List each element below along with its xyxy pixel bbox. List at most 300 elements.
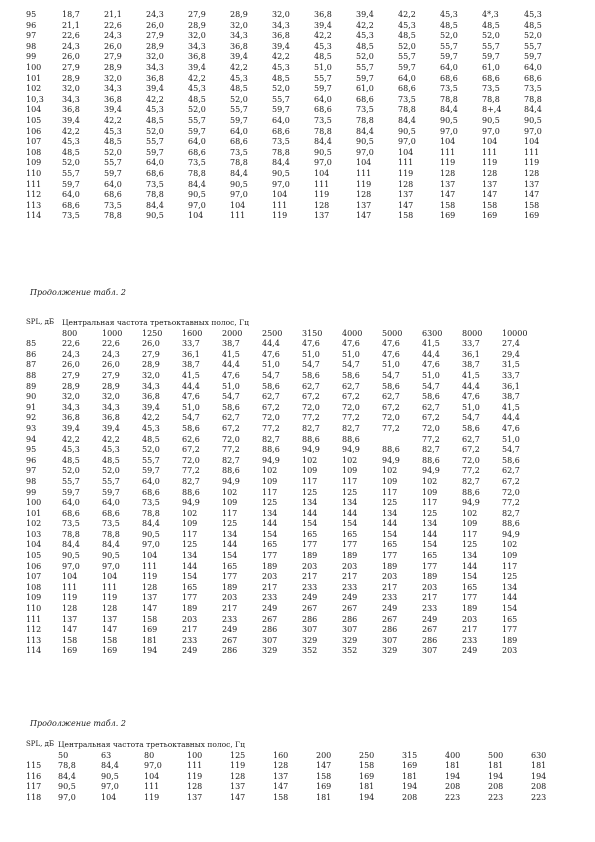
table-cell: 51,0 <box>262 360 280 370</box>
frequency-header-cell: 8000 <box>462 328 483 338</box>
table-cell: 64,0 <box>142 476 160 486</box>
table-cell: 102 <box>382 466 398 476</box>
table-cell: 41,5 <box>462 370 480 380</box>
table-cell: 233 <box>342 582 358 592</box>
table-cell: 48,5 <box>102 455 120 465</box>
table-cell: 90,5 <box>102 551 120 561</box>
table-cell: 59,7 <box>440 52 458 62</box>
frequency-header-title-2: Центральная частота третьоктавных полос, Гц <box>58 740 245 749</box>
table-cell: 94,9 <box>342 445 360 455</box>
table-cell: 27,9 <box>62 370 80 380</box>
table-cell: 101 <box>26 73 42 83</box>
table-cell: 181 <box>142 635 158 645</box>
table-cell: 24,3 <box>62 349 80 359</box>
frequency-header-cell: 100 <box>187 750 203 760</box>
table-cell: 21,1 <box>62 20 80 30</box>
frequency-header-cell: 400 <box>445 750 461 760</box>
table-cell: 134 <box>502 582 518 592</box>
table-cell: 32,0 <box>188 31 206 41</box>
table-row <box>26 10 566 21</box>
table-cell: 62,7 <box>502 466 520 476</box>
table-cell: 67,2 <box>302 392 320 402</box>
table-cell: 67,2 <box>422 413 440 423</box>
table-cell: 223 <box>531 792 547 802</box>
table-cell: 62,7 <box>422 402 440 412</box>
table-cell: 42,2 <box>398 10 416 19</box>
table-cell: 117 <box>462 529 478 539</box>
table-cell: 189 <box>262 561 278 571</box>
table-cell: 55,7 <box>272 94 290 104</box>
table-cell: 352 <box>302 646 318 656</box>
table-cell: 169 <box>482 211 498 221</box>
table-cell: 26,0 <box>146 20 164 30</box>
table-cell: 267 <box>382 614 398 624</box>
table-cell: 267 <box>262 614 278 624</box>
table-cell: 42,2 <box>272 52 290 62</box>
table-cell: 111 <box>26 614 42 624</box>
table-cell: 137 <box>482 179 498 189</box>
table-cell: 267 <box>222 635 238 645</box>
table-cell: 36,1 <box>502 381 520 391</box>
table-cell: 39,4 <box>142 402 160 412</box>
table-cell: 64,0 <box>104 179 122 189</box>
table-cell: 36,8 <box>62 413 80 423</box>
table-cell: 67,2 <box>382 402 400 412</box>
table-cell: 134 <box>342 498 358 508</box>
table-cell: 68,6 <box>398 84 416 94</box>
table-cell: 59,7 <box>356 73 374 83</box>
table-cell: 59,7 <box>314 84 332 94</box>
table-cell: 58,6 <box>502 455 520 465</box>
table-cell: 97,0 <box>524 126 542 136</box>
table-part-2-body <box>26 339 542 657</box>
table-cell: 117 <box>382 487 398 497</box>
table-cell: 58,6 <box>222 402 240 412</box>
table-cell: 55,7 <box>482 41 500 51</box>
table-cell: 169 <box>142 625 158 635</box>
table-row <box>26 84 566 95</box>
table-cell: 154 <box>182 572 198 582</box>
table-cell: 58,6 <box>182 423 200 433</box>
table-cell: 117 <box>222 508 238 518</box>
table-cell: 42,2 <box>102 434 120 444</box>
table-cell: 128 <box>230 771 246 781</box>
frequency-header-row-2 <box>26 751 574 762</box>
table-cell: 329 <box>382 646 398 656</box>
table-cell: 97,0 <box>440 126 458 136</box>
table-cell: 52,0 <box>188 105 206 115</box>
table-cell: 24,3 <box>102 349 120 359</box>
table-cell: 104 <box>272 190 288 200</box>
table-row <box>26 21 566 32</box>
table-cell: 113 <box>26 635 42 645</box>
table-cell: 147 <box>440 190 456 200</box>
table-cell: 51,0 <box>462 402 480 412</box>
table-cell: 137 <box>142 593 158 603</box>
table-cell: 128 <box>398 179 414 189</box>
table-cell: 44,4 <box>262 339 280 349</box>
table-row <box>26 148 566 159</box>
table-cell: 194 <box>531 771 547 781</box>
table-row <box>26 498 542 509</box>
table-cell: 64,0 <box>314 94 332 104</box>
table-cell: 55,7 <box>230 105 248 115</box>
table-cell: 194 <box>359 792 375 802</box>
table-row <box>26 190 566 201</box>
table-cell: 267 <box>302 604 318 614</box>
table-cell: 55,7 <box>188 115 206 125</box>
table-cell: 154 <box>342 519 358 529</box>
table-cell: 32,0 <box>142 370 160 380</box>
table-cell: 67,2 <box>222 423 240 433</box>
frequency-header-cell: 500 <box>488 750 504 760</box>
table-row <box>26 211 566 222</box>
table-row <box>26 158 566 169</box>
table-cell: 169 <box>316 782 332 792</box>
table-cell: 307 <box>382 635 398 645</box>
table-cell: 77,2 <box>182 466 200 476</box>
table-cell: 32,0 <box>272 10 290 19</box>
table-cell: 34,3 <box>230 31 248 41</box>
table-cell: 165 <box>302 529 318 539</box>
table-part-1-body <box>26 10 566 222</box>
table-cell: 104 <box>26 540 42 550</box>
table-cell: 62,7 <box>462 434 480 444</box>
frequency-header-cell: 5000 <box>382 328 403 338</box>
table-cell: 42,2 <box>104 115 122 125</box>
table-row <box>26 466 542 477</box>
table-cell: 54,7 <box>502 445 520 455</box>
table-cell: 73,5 <box>142 498 160 508</box>
frequency-header-cell: 315 <box>402 750 418 760</box>
table-cell: 82,7 <box>262 434 280 444</box>
table-cell: 42,2 <box>314 31 332 41</box>
table-cell: 104 <box>482 137 498 147</box>
frequency-header-cell: 10000 <box>502 328 528 338</box>
table-cell: 45,3 <box>356 31 374 41</box>
table-cell: 72,0 <box>382 413 400 423</box>
table-cell: 67,2 <box>502 476 520 486</box>
table-cell: 286 <box>262 625 278 635</box>
table-cell: 147 <box>356 211 372 221</box>
table-cell: 47,6 <box>382 339 400 349</box>
table-cell: 67,2 <box>462 445 480 455</box>
table-cell: 90,5 <box>482 115 500 125</box>
table-cell: 181 <box>488 761 504 771</box>
table-cell: 189 <box>222 582 238 592</box>
table-cell: 165 <box>422 551 438 561</box>
table-cell: 24,3 <box>62 41 80 51</box>
table-cell: 119 <box>272 211 288 221</box>
table-cell: 27,9 <box>142 349 160 359</box>
table-cell: 59,7 <box>62 179 80 189</box>
table-cell: 28,9 <box>146 41 164 51</box>
table-cell: 177 <box>222 572 238 582</box>
table-cell: 158 <box>316 771 332 781</box>
table-cell: 102 <box>302 455 318 465</box>
frequency-header-cell: 1250 <box>142 328 163 338</box>
table-cell: 52,0 <box>62 466 80 476</box>
table-cell: 41,5 <box>182 370 200 380</box>
table-cell: 47,6 <box>462 392 480 402</box>
table-cell: 158 <box>524 200 540 210</box>
table-cell: 68,6 <box>314 105 332 115</box>
table-cell: 39,4 <box>356 10 374 19</box>
table-cell: 95 <box>26 10 37 19</box>
table-cell: 52,0 <box>524 31 542 41</box>
table-cell: 59,7 <box>146 147 164 157</box>
table-cell: 119 <box>482 158 498 168</box>
table-cell: 119 <box>144 792 160 802</box>
table-cell: 90,5 <box>230 179 248 189</box>
table-cell: 154 <box>462 572 478 582</box>
table-cell: 64,0 <box>102 498 120 508</box>
table-cell: 58,6 <box>342 370 360 380</box>
table-cell: 52,0 <box>482 31 500 41</box>
table-cell: 249 <box>462 646 478 656</box>
frequency-header-cell: 630 <box>531 750 547 760</box>
table-cell: 128 <box>187 782 203 792</box>
table-cell: 54,7 <box>262 370 280 380</box>
table-cell: 203 <box>422 582 438 592</box>
table-cell: 55,7 <box>142 455 160 465</box>
table-cell: 90,5 <box>58 782 76 792</box>
table-cell: 67,2 <box>182 445 200 455</box>
table-cell: 54,7 <box>462 413 480 423</box>
table-cell: 45,3 <box>440 10 458 19</box>
table-cell: 73,5 <box>104 200 122 210</box>
table-cell: 94 <box>26 434 37 444</box>
table-cell: 128 <box>273 761 289 771</box>
table-cell: 36,8 <box>104 94 122 104</box>
table-cell: 134 <box>302 498 318 508</box>
table-cell: 78,8 <box>524 94 542 104</box>
table-cell: 47,6 <box>502 423 520 433</box>
table-cell: 94,9 <box>302 445 320 455</box>
table-cell: 45,3 <box>62 137 80 147</box>
table-cell: 203 <box>262 572 278 582</box>
table-cell: 31,5 <box>502 360 520 370</box>
table-row <box>26 456 542 467</box>
table-cell: 119 <box>187 771 203 781</box>
table-cell: 90,5 <box>440 115 458 125</box>
table-cell: 42,2 <box>142 413 160 423</box>
table-cell <box>382 435 422 446</box>
table-cell: 78,8 <box>188 168 206 178</box>
frequency-header-cell: 160 <box>273 750 289 760</box>
table-cell: 73,5 <box>482 84 500 94</box>
table-cell: 48,5 <box>62 147 80 157</box>
table-cell: 82,7 <box>182 476 200 486</box>
table-cell: 99 <box>26 52 37 62</box>
table-cell: 307 <box>302 625 318 635</box>
table-cell: 72,0 <box>222 434 240 444</box>
table-cell: 45,3 <box>104 126 122 136</box>
frequency-header-cell: 125 <box>230 750 246 760</box>
table-cell: 39,4 <box>104 105 122 115</box>
table-cell: 111 <box>144 782 160 792</box>
table-cell: 181 <box>445 761 461 771</box>
table-cell: 47,6 <box>262 349 280 359</box>
table-cell: 119 <box>142 572 158 582</box>
table-cell: 28,9 <box>104 62 122 72</box>
spl-column-header-2: SPL, дБ <box>26 740 55 748</box>
table-cell: 88,6 <box>382 445 400 455</box>
table-cell: 59,7 <box>272 105 290 115</box>
table-row <box>26 339 542 350</box>
table-cell: 104 <box>188 211 204 221</box>
table-row <box>26 74 566 85</box>
table-cell: 233 <box>462 635 478 645</box>
table-cell: 144 <box>262 519 278 529</box>
table-cell: 158 <box>398 211 414 221</box>
table-cell: 68,6 <box>440 73 458 83</box>
table-cell: 144 <box>502 593 518 603</box>
table-cell: 33,7 <box>182 339 200 349</box>
table-cell: 73,5 <box>440 84 458 94</box>
table-cell: 32,0 <box>102 392 120 402</box>
table-cell: 64,0 <box>62 498 80 508</box>
table-cell: 114 <box>26 211 42 221</box>
table-cell: 64,0 <box>398 73 416 83</box>
table-cell: 52,0 <box>104 147 122 157</box>
table-cell: 97,0 <box>188 200 206 210</box>
table-cell: 125 <box>502 572 518 582</box>
table-cell: 108 <box>26 582 42 592</box>
table-cell: 125 <box>182 540 198 550</box>
table-cell: 117 <box>502 561 518 571</box>
table-cell: 109 <box>222 498 238 508</box>
table-cell: 117 <box>262 487 278 497</box>
frequency-header-cell: 63 <box>101 750 112 760</box>
table-cell: 45,3 <box>398 20 416 30</box>
table-cell: 73,5 <box>188 158 206 168</box>
table-cell: 249 <box>342 593 358 603</box>
table-cell: 104 <box>142 551 158 561</box>
table-cell: 208 <box>488 782 504 792</box>
table-cell: 26,0 <box>62 360 80 370</box>
table-cell: 189 <box>382 561 398 571</box>
table-row <box>26 540 542 551</box>
table-cell: 84,4 <box>440 105 458 115</box>
table-cell: 82,7 <box>222 455 240 465</box>
table-cell: 104 <box>356 158 372 168</box>
table-cell: 72,0 <box>422 423 440 433</box>
table-cell: 82,7 <box>342 423 360 433</box>
table-cell: 137 <box>62 614 78 624</box>
table-row <box>26 445 542 456</box>
table-cell: 90,5 <box>146 211 164 221</box>
table-cell: 94,9 <box>182 498 200 508</box>
table-cell: 84,4 <box>230 168 248 178</box>
table-cell: 68,6 <box>102 508 120 518</box>
table-cell: 329 <box>302 635 318 645</box>
table-cell: 91 <box>26 402 37 412</box>
table-cell: 128 <box>102 604 118 614</box>
table-cell: 147 <box>398 200 414 210</box>
table-part-1 <box>26 10 566 222</box>
table-cell: 233 <box>382 593 398 603</box>
table-cell: 41,5 <box>422 339 440 349</box>
table-cell: 24,3 <box>146 10 164 19</box>
table-cell: 84,4 <box>142 519 160 529</box>
table-cell: 84,4 <box>62 540 80 550</box>
table-cell: 181 <box>359 782 375 792</box>
table-cell: 48,5 <box>142 434 160 444</box>
table-cell: 61,0 <box>482 62 500 72</box>
table-cell: 104 <box>398 147 414 157</box>
table-cell: 144 <box>182 561 198 571</box>
table-cell: 169 <box>402 761 418 771</box>
table-cell: 59,7 <box>482 52 500 62</box>
table-row <box>26 360 542 371</box>
table-cell: 73,5 <box>102 519 120 529</box>
table-row <box>26 403 542 414</box>
table-cell: 36,8 <box>146 73 164 83</box>
table-cell: 32,0 <box>62 392 80 402</box>
table-cell: 233 <box>422 604 438 614</box>
table-cell: 177 <box>302 540 318 550</box>
table-cell: 134 <box>382 508 398 518</box>
table-cell: 27,4 <box>502 339 520 349</box>
table-cell: 72,0 <box>302 402 320 412</box>
table-cell: 99 <box>26 487 37 497</box>
table-cell: 77,2 <box>422 434 440 444</box>
table-cell: 96 <box>26 20 37 30</box>
table-cell: 119 <box>398 168 414 178</box>
table-cell: 39,4 <box>62 115 80 125</box>
table-cell: 286 <box>422 635 438 645</box>
table-row <box>26 761 574 772</box>
table-cell: 203 <box>502 646 518 656</box>
table-cell: 59,7 <box>188 126 206 136</box>
table-cell: 44,4 <box>422 349 440 359</box>
table-cell: 128 <box>524 168 540 178</box>
table-row <box>26 95 566 106</box>
table-cell: 90,5 <box>142 529 160 539</box>
table-cell: 217 <box>302 572 318 582</box>
table-cell: 233 <box>262 593 278 603</box>
table-cell: 98 <box>26 41 37 51</box>
table-cell: 77,2 <box>262 423 280 433</box>
table-cell: 158 <box>482 200 498 210</box>
table-cell: 177 <box>422 561 438 571</box>
table-cell: 125 <box>302 487 318 497</box>
table-cell: 217 <box>182 625 198 635</box>
table-row <box>26 625 542 636</box>
table-cell: 27,9 <box>188 10 206 19</box>
table-cell: 128 <box>356 190 372 200</box>
table-cell: 119 <box>230 761 246 771</box>
table-cell: 189 <box>182 604 198 614</box>
table-cell: 119 <box>314 190 330 200</box>
table-cell: 82,7 <box>422 445 440 455</box>
table-cell: 144 <box>342 508 358 518</box>
table-cell: 102 <box>462 508 478 518</box>
table-cell: 177 <box>342 540 358 550</box>
table-cell: 217 <box>382 582 398 592</box>
table-cell: 55,7 <box>146 137 164 147</box>
table-cell: 104 <box>102 572 118 582</box>
table-cell: 137 <box>524 179 540 189</box>
table-cell: 181 <box>402 771 418 781</box>
table-row <box>26 169 566 180</box>
table-cell: 144 <box>422 529 438 539</box>
table-cell: 52,0 <box>146 126 164 136</box>
table-cell: 114 <box>26 646 42 656</box>
table-cell: 208 <box>531 782 547 792</box>
table-cell: 58,6 <box>462 423 480 433</box>
